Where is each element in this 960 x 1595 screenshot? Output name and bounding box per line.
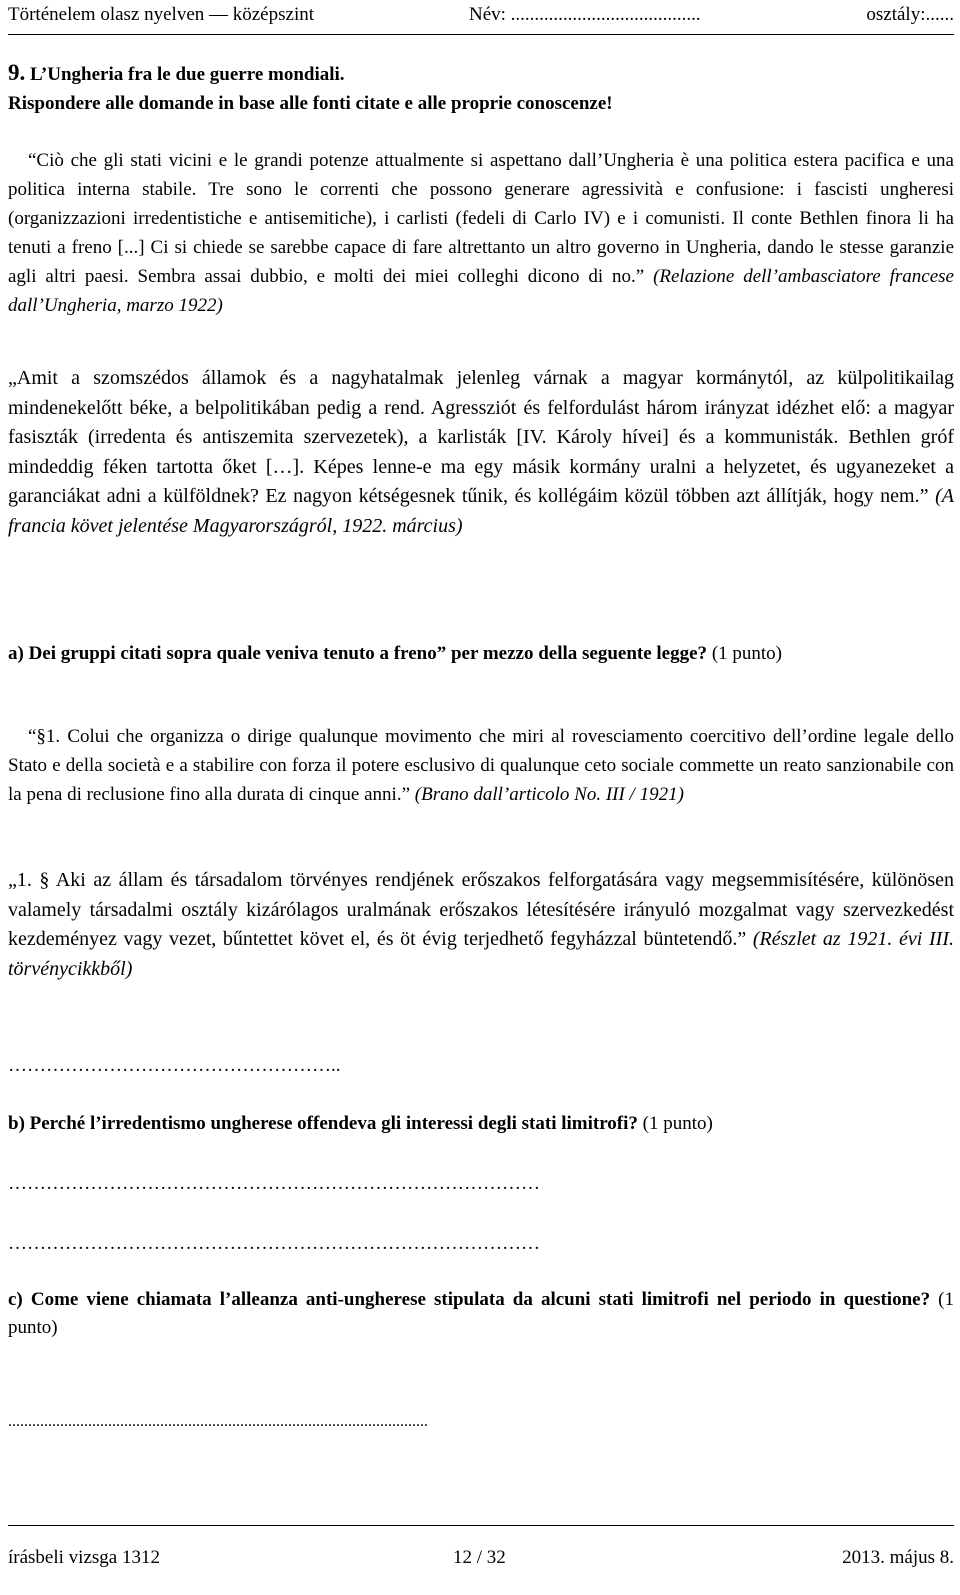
answer-line-b2[interactable]: ………………………………………………………………………… bbox=[8, 1233, 540, 1254]
footer-divider bbox=[8, 1525, 954, 1526]
task-number: 9. bbox=[8, 60, 26, 85]
header-subject: Történelem olasz nyelven — középszint bbox=[8, 4, 315, 25]
question-c bbox=[8, 1286, 954, 1342]
law-hungarian-text: „1. § Aki az állam és társadalom törvényes rendjének erőszakos felforgatására vagy megsemmisítésére, különösen valamely társadalmi osztály kizárólagos uralmának erőszakos létesítésére irányuló mozgalmat vagy szervezkedést kezdeményez vagy vezet, bűntettet követ el, és öt évig terjedhető fegyházzal büntetendő.” bbox=[8, 869, 954, 950]
source-italian-citation: (Relazione dell’ambasciatore francese dall’Ungheria, marzo 1922) bbox=[8, 266, 954, 316]
law-hungarian bbox=[8, 866, 954, 984]
header-class-field: osztály:...... bbox=[866, 4, 954, 25]
law-italian-citation: (Brano dall’articolo No. III / 1921) bbox=[414, 784, 684, 805]
task-title: L’Ungheria fra le due guerre mondiali. bbox=[30, 64, 345, 85]
question-b-points: (1 punto) bbox=[642, 1113, 713, 1134]
question-b bbox=[8, 1110, 954, 1138]
question-c-text: c) Come viene chiamata l’alleanza anti-ungherese stipulata da alcuni stati limitrofi nel periodo in questione? bbox=[8, 1289, 931, 1310]
answer-line-c[interactable]: ......................................................................................................... bbox=[8, 1413, 428, 1430]
exam-page bbox=[8, 0, 954, 1595]
source-hungarian-text: „Amit a szomszédos államok és a nagyhatalmak jelenleg várnak a magyar kormánytól, az külpolitikailag mindenekelőtt béke, a belpolitikában pedig a rend. Agressziót és felfordulást három irányzat idézhet elő: a magyar fasiszták (irredenta és antiszemita szervezetek), a karlisták [IV. Károly hívei] és a kommunisták. Bethlen gróf mindeddig féken tartotta őket […]. Képes lenne-e ma egy másik kormány uralni a helyzetet, és ugyanezeket a garanciákat adni a külföldnek? Ez nagyon kétségesnek tűnik, és kollégáim közül többen azt állítják, hogy nem.” bbox=[8, 367, 954, 507]
law-italian-text: “§1. Colui che organizza o dirige qualunque movimento che miri al rovesciamento coercitivo dell’ordine legale dello Stato e della società e a stabilire con forza il potere esclusivo di qualunque ceto sociale commette un reato sanzionabile con la pena di reclusione fino alla durata di cinque anni.” bbox=[8, 726, 954, 805]
source-hungarian-report bbox=[8, 364, 954, 541]
task-heading bbox=[8, 58, 954, 118]
footer-page-number: 12 / 32 bbox=[453, 1547, 506, 1568]
source-italian-text: “Ciò che gli stati vicini e le grandi potenze attualmente si aspettano dall’Ungheria è una politica estera pacifica e una politica interna stabile. Tre sono le correnti che possono generare agressività e confusione: i fascisti ungheresi (organizzazioni irredentistiche e antisemitiche), i carlisti (fedeli di Carlo IV) e i comunisti. Il conte Bethlen finora li ha tenuti a freno [...] Ci si chiede se sarebbe capace di fare altrettanto un altro governo in Ungheria, dando le stesse garanzie agli altri paesi. Sembra assai dubbio, e molti dei miei colleghi dicono di no.” bbox=[8, 150, 954, 287]
task-instruction: Rispondere alle domande in base alle fonti citate e alle proprie conoscenze! bbox=[8, 93, 613, 114]
source-hungarian-citation: (A francia követ jelentése Magyarországról, 1922. március) bbox=[8, 485, 954, 537]
question-a bbox=[8, 640, 954, 668]
header-name-field: Név: ........................................ bbox=[469, 4, 701, 25]
law-italian bbox=[8, 722, 954, 809]
question-a-text: a) Dei gruppi citati sopra quale veniva tenuto a freno” per mezzo della seguente legge? bbox=[8, 643, 708, 664]
page-header bbox=[8, 4, 954, 35]
footer-exam-code: írásbeli vizsga 1312 bbox=[8, 1547, 160, 1568]
answer-line-b1[interactable]: ………………………………………………………………………… bbox=[8, 1173, 540, 1194]
question-a-points: (1 punto) bbox=[711, 643, 782, 664]
footer-date: 2013. május 8. bbox=[842, 1547, 954, 1568]
question-b-text: b) Perché l’irredentismo ungherese offendeva gli interessi degli stati limitrofi? bbox=[8, 1113, 638, 1134]
law-hungarian-citation: (Részlet az 1921. évi III. törvénycikkből) bbox=[8, 928, 955, 980]
question-c-points: (1 punto) bbox=[8, 1289, 954, 1338]
answer-line-a[interactable]: …………………………………………….. bbox=[8, 1055, 341, 1076]
source-italian-report bbox=[8, 146, 954, 320]
